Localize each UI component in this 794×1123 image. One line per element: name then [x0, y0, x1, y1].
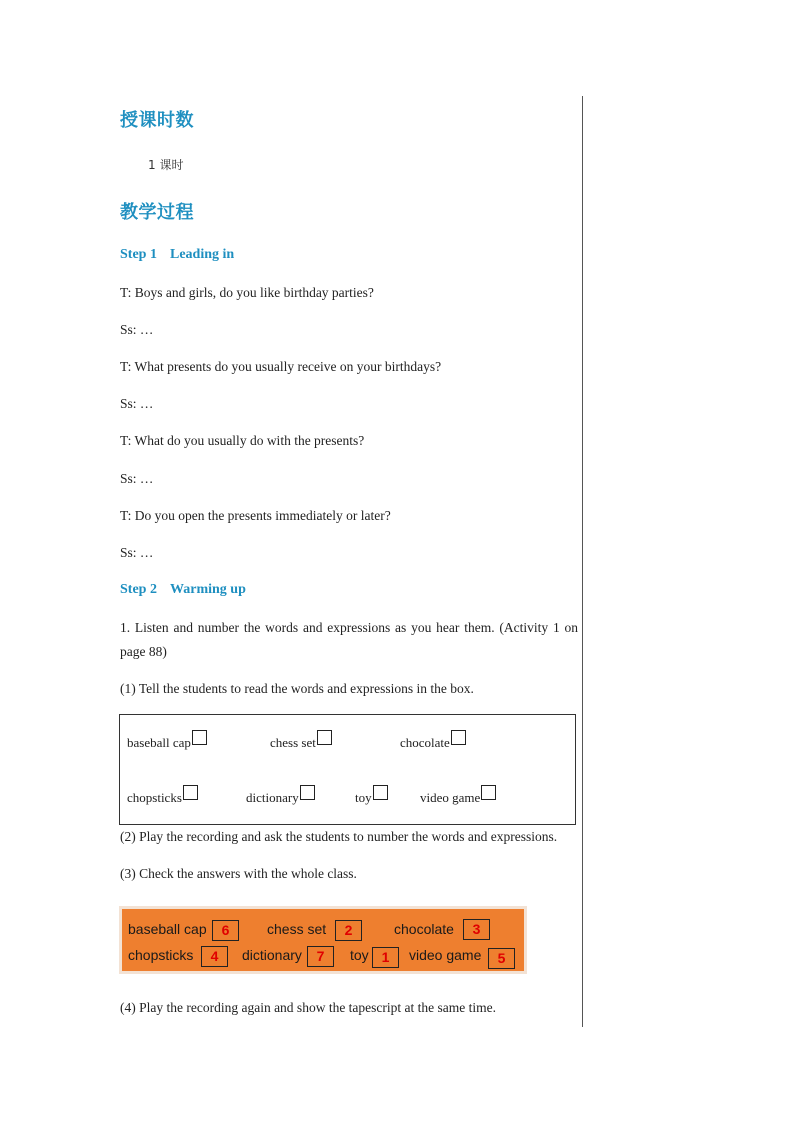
heading-teaching-process: 教学过程: [120, 202, 194, 223]
word-label: chocolate: [400, 735, 450, 750]
word-item: [420, 785, 496, 806]
word-label: chopsticks: [127, 790, 182, 805]
dialogue-line: T: Do you open the presents immediately or later?: [120, 508, 391, 523]
answer-word: chocolate: [394, 921, 454, 937]
step2-number: Step 2: [120, 582, 157, 597]
step1-heading: [120, 247, 234, 263]
instruction-1: 1. Listen and number the words and expressions as you hear them. (Activity 1 on page 88): [120, 620, 578, 659]
word-item: [400, 730, 466, 751]
answer-number: 3: [463, 919, 490, 940]
answer-number: 7: [307, 946, 334, 967]
page-divider-line: [582, 96, 583, 1027]
substep-3: (3) Check the answers with the whole class.: [120, 866, 357, 881]
word-label: baseball cap: [127, 735, 191, 750]
dialogue-line: T: What do you usually do with the presents?: [120, 433, 365, 448]
hours-value: 1 课时: [148, 158, 184, 172]
word-label: toy: [355, 790, 372, 805]
dialogue-line: T: What presents do you usually receive on your birthdays?: [120, 359, 442, 374]
word-item: [246, 785, 315, 806]
word-label: video game: [420, 790, 481, 805]
step2-heading: [120, 582, 246, 598]
dialogue-line: T: Boys and girls, do you like birthday parties?: [120, 285, 374, 300]
checkbox[interactable]: [481, 785, 496, 800]
substep-4: (4) Play the recording again and show the tapescript at the same time.: [120, 1000, 497, 1015]
answer-word: baseball cap: [128, 921, 207, 937]
answer-number: 5: [488, 948, 515, 969]
step2-title: Warming up: [170, 582, 246, 597]
answer-number: 2: [335, 920, 362, 941]
substep-2: (2) Play the recording and ask the students to number the words and expressions.: [120, 829, 558, 844]
step1-title: Leading in: [170, 247, 235, 262]
checkbox[interactable]: [183, 785, 198, 800]
answer-number: 4: [201, 946, 228, 967]
answer-word: video game: [409, 947, 482, 963]
word-item: [355, 785, 388, 806]
dialogue-line: Ss: …: [120, 396, 154, 411]
answer-number: 6: [212, 920, 239, 941]
answer-word: dictionary: [242, 947, 302, 963]
dialogue-line: Ss: …: [120, 322, 154, 337]
dialogue-line: Ss: …: [120, 545, 154, 560]
checkbox[interactable]: [317, 730, 332, 745]
answer-word: toy: [350, 947, 369, 963]
answer-number: 1: [372, 947, 399, 968]
checkbox[interactable]: [373, 785, 388, 800]
word-label: chess set: [270, 735, 316, 750]
substep-1: (1) Tell the students to read the words and expressions in the box.: [120, 681, 474, 696]
checkbox[interactable]: [300, 785, 315, 800]
word-item: [127, 730, 207, 751]
step1-number: Step 1: [120, 247, 157, 262]
answer-box: [119, 906, 527, 974]
word-item: [270, 730, 332, 751]
checkbox[interactable]: [451, 730, 466, 745]
word-label: dictionary: [246, 790, 299, 805]
answer-word: chopsticks: [128, 947, 194, 963]
checkbox[interactable]: [192, 730, 207, 745]
answer-word: chess set: [267, 921, 327, 937]
dialogue-line: Ss: …: [120, 471, 154, 486]
word-item: [127, 785, 198, 806]
word-box: [119, 714, 576, 825]
heading-teaching-hours: 授课时数: [120, 110, 194, 131]
